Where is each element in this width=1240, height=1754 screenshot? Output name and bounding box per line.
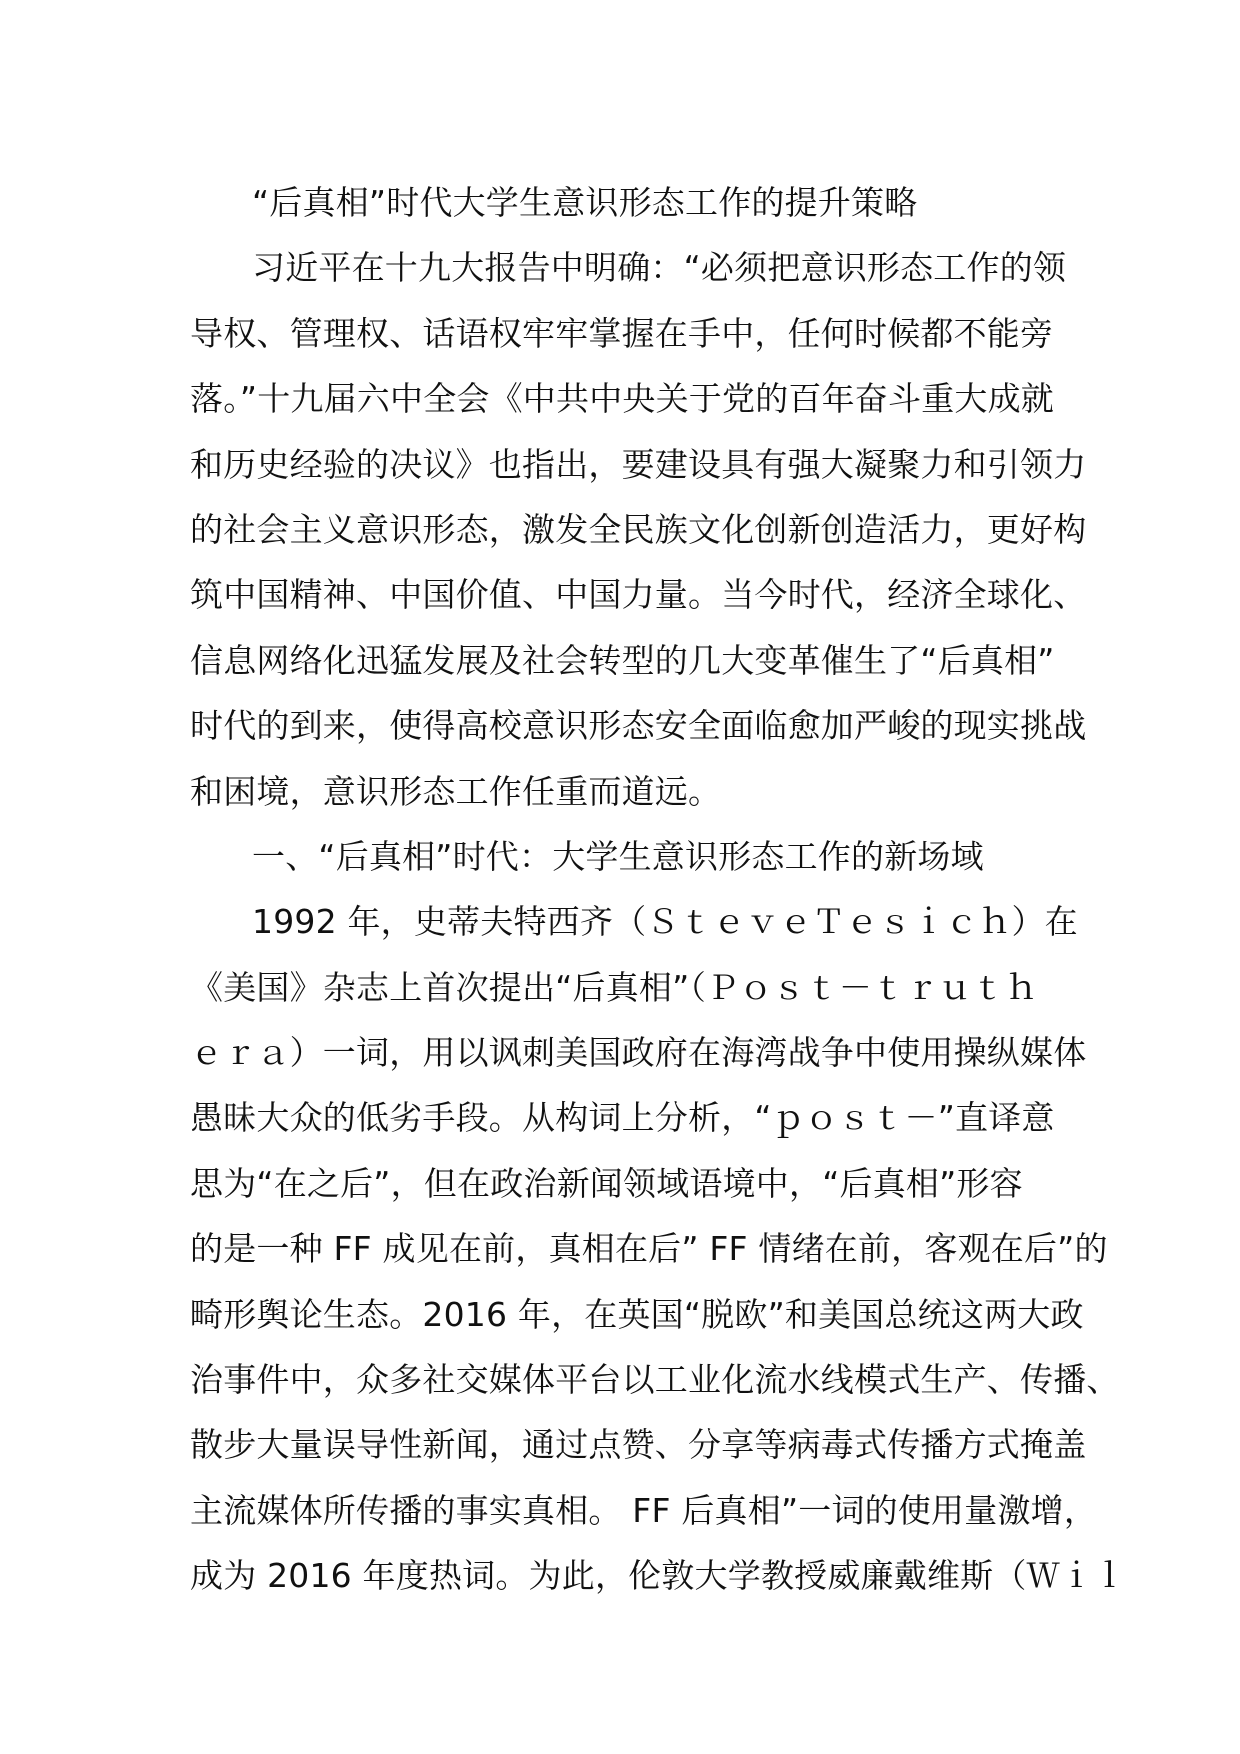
paragraph-line: 信息网络化迅猛发展及社会转型的几大变革催生了“后真相” [190, 640, 1055, 680]
paragraph-line: ｅｒａ）一词，用以讽刺美国政府在海湾战争中使用操纵媒体 [190, 1033, 1087, 1073]
paragraph-1 [190, 235, 1087, 824]
paragraph-line: 治事件中，众多社交媒体平台以工业化流水线模式生产、传播、 [190, 1360, 1120, 1400]
paragraph-line: 导权、管理权、话语权牢牢掌握在手中，任何时候都不能旁 [190, 313, 1054, 353]
paragraph-line: 和历史经验的决议》也指出，要建设具有强大凝聚力和引领力 [190, 444, 1087, 484]
paragraph-line: 1992 年，史蒂夫特西齐（ＳｔｅｖｅＴｅｓｉｃｈ）在 [252, 902, 1078, 942]
section-heading: 一、“后真相”时代：大学生意识形态工作的新场域 [252, 836, 984, 876]
paragraph-line: 成为 2016 年度热词。为此，伦敦大学教授威廉戴维斯（Ｗｉｌ [190, 1556, 1127, 1596]
document-body [190, 170, 1127, 1609]
paragraph-2 [190, 889, 1127, 1608]
paragraph-line: 的是一种 FF 成见在前，真相在后” FF 情绪在前，客观在后”的 [190, 1229, 1108, 1269]
paragraph-line: 和困境，意识形态工作任重而道远。 [190, 771, 722, 811]
paragraph-line: 思为“在之后”，但在政治新闻领域语境中，“后真相”形容 [190, 1163, 1023, 1203]
paragraph-line: 习近平在十九大报告中明确：“必须把意识形态工作的领 [252, 248, 1067, 288]
paragraph-line: 落。”十九届六中全会《中共中央关于党的百年奋斗重大成就 [190, 379, 1054, 419]
paragraph-line: 愚昧大众的低劣手段。从构词上分析，“ｐｏｓｔ－”直译意 [190, 1098, 1055, 1138]
paragraph-line: 主流媒体所传播的事实真相。 FF 后真相”一词的使用量激增， [190, 1490, 1098, 1530]
paragraph-line: 散步大量误导性新闻，通过点赞、分享等病毒式传播方式掩盖 [190, 1425, 1087, 1465]
paragraph-line: 筑中国精神、中国价值、中国力量。当今时代，经济全球化、 [190, 575, 1087, 615]
paragraph-line: 畸形舆论生态。2016 年，在英国“脱欧”和美国总统这两大政 [190, 1294, 1084, 1334]
paragraph-line: 的社会主义意识形态，激发全民族文化创新创造活力，更好构 [190, 509, 1087, 549]
paragraph-line: 时代的到来，使得高校意识形态安全面临愈加严峻的现实挑战 [190, 706, 1087, 746]
paragraph-line: 《美国》杂志上首次提出“后真相”（Ｐｏｓｔ－ｔｒｕｔｈ [190, 967, 1039, 1007]
document-title: “后真相”时代大学生意识形态工作的提升策略 [252, 183, 918, 222]
